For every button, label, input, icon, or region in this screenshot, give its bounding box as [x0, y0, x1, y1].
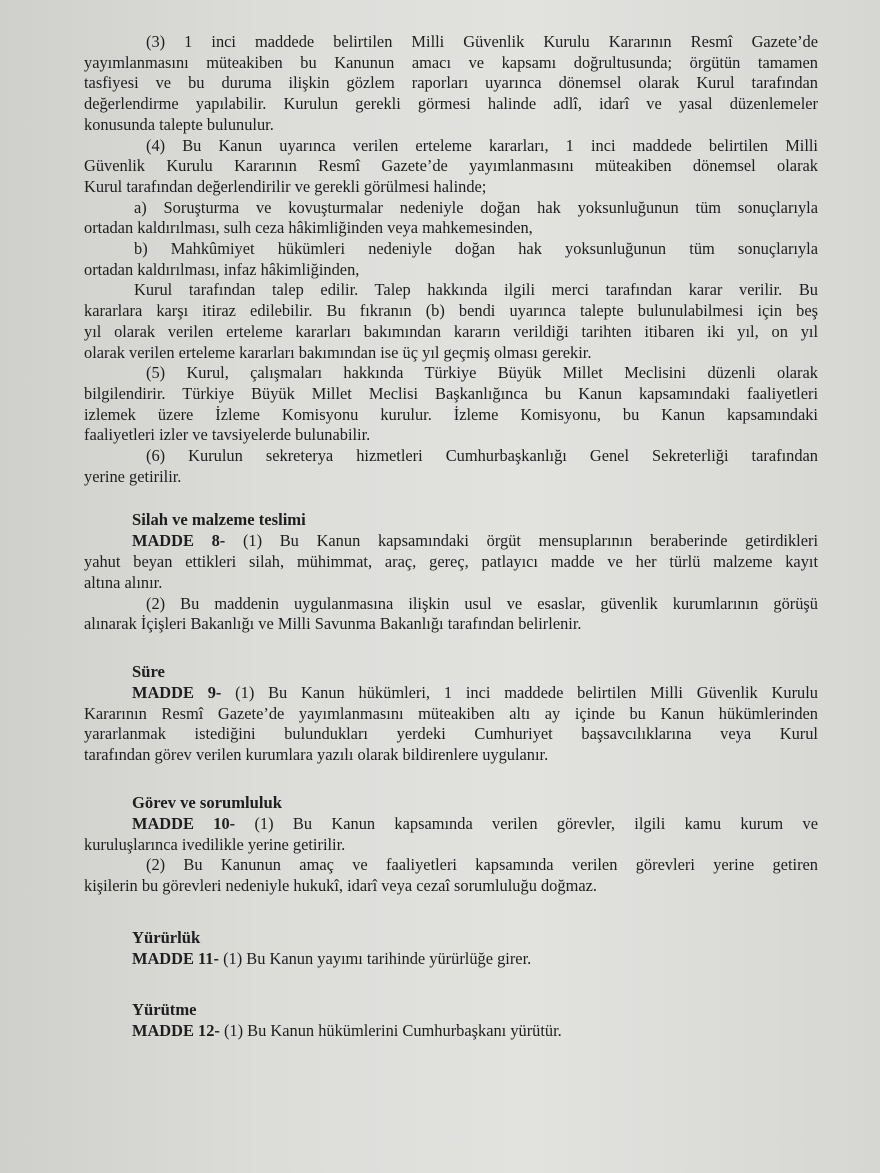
paragraph-4: [84, 136, 818, 364]
text-line: altına alınır.: [84, 572, 163, 592]
text-line: [84, 949, 818, 970]
article-text: (1) Bu Kanun hükümleri, 1 inci maddede belirtilen Milli Güvenlik Kurulu: [221, 682, 818, 702]
text-line: kararlara karşı itiraz edilebilir. Bu fıkranın (b) bendi uyarınca talepte bulunulabilmesi için beş: [84, 301, 818, 321]
article-label: MADDE 10-: [132, 813, 236, 833]
text-line: kişilerin bu görevleri nedeniyle hukukî, idarî veya cezaî sorumluluğu doğmaz.: [84, 875, 597, 895]
article-heading: Silah ve malzeme teslimi: [132, 510, 306, 530]
article-10: [84, 792, 818, 897]
article-heading: Görev ve sorumluluk: [132, 792, 282, 812]
article-text: (1) Bu Kanun yayımı tarihinde yürürlüğe girer.: [218, 948, 532, 968]
text-line: ortadan kaldırılması, sulh ceza hâkimliğinden veya mahkemesinden,: [84, 218, 533, 238]
article-heading: Süre: [132, 661, 165, 681]
text-line: değerlendirme yapılabilir. Kurulun gerekli görmesi halinde adlî, idarî ve yasal düzenlemeler: [84, 94, 818, 114]
article-text: (1) Bu Kanun kapsamında verilen görevler, ilgili kamu kurum ve: [235, 813, 818, 833]
text-line: faaliyetleri izler ve tavsiyelerde bulunabilir.: [84, 425, 371, 445]
text-line: alınarak İçişleri Bakanlığı ve Milli Savunma Bakanlığı tarafından belirlenir.: [84, 614, 582, 634]
text-line: Kurul tarafından değerlendirilir ve gerekli görülmesi halinde;: [84, 176, 487, 196]
text-line: kuruluşlarınca ivedilikle yerine getirilir.: [84, 834, 346, 854]
text-line: Güvenlik Kurulu Kararının Resmî Gazete’de yayımlanmasını müteakiben dönemsel olarak: [84, 156, 818, 176]
text-line: a) Soruşturma ve kovuşturmalar nedeniyle doğan hak yoksunluğunun tüm sonuçlarıyla: [134, 197, 818, 217]
text-line: izlemek üzere İzleme Komisyonu kurulur. İzleme Komisyonu, bu Kanun kapsamındaki: [84, 404, 818, 424]
text-line: (3) 1 inci maddede belirtilen Milli Güvenlik Kurulu Kararının Resmî Gazete’de: [146, 32, 818, 51]
text-line: yahut beyan ettikleri silah, mühimmat, araç, gereç, patlayıcı madde ve her türlü malzeme kayıt: [84, 552, 818, 572]
text-line: [84, 531, 818, 552]
text-line: yararlanmak istediğini bulundukları yerdeki Cumhuriyet başsavcılıklarına veya Kurul: [84, 724, 818, 744]
text-line: yerine getirilir.: [84, 466, 182, 486]
article-label: MADDE 12-: [132, 1021, 220, 1041]
article-label: MADDE 8-: [132, 531, 226, 551]
paragraph-6: [84, 446, 818, 487]
text-line: bilgilendirir. Türkiye Büyük Millet Meclisi Başkanlığınca bu Kanun kapsamındaki faaliyetleri: [84, 383, 818, 403]
text-line: tasfiyesi ve bu duruma ilişkin gözlem raporları uyarınca dönemsel olarak Kurul tarafından: [84, 73, 818, 93]
text-line: (4) Bu Kanun uyarınca verilen erteleme kararları, 1 inci maddede belirtilen Milli: [146, 135, 818, 155]
article-text: (1) Bu Kanun kapsamındaki örgüt mensuplarının beraberinde getirdikleri: [225, 531, 818, 551]
article-label: MADDE 9-: [132, 682, 222, 702]
text-line: konusunda talepte bulunulur.: [84, 114, 274, 134]
text-line: ortadan kaldırılması, infaz hâkimliğinden,: [84, 259, 360, 279]
article-heading: Yürütme: [132, 1000, 197, 1020]
text-line: (5) Kurul, çalışmaları hakkında Türkiye Büyük Millet Meclisini düzenli olarak: [146, 363, 818, 383]
text-line: (2) Bu Kanunun amaç ve faaliyetleri kapsamında verilen görevleri yerine getiren: [146, 855, 818, 875]
text-line: [84, 683, 818, 704]
text-line: [84, 1021, 818, 1042]
text-line: Kurul tarafından talep edilir. Talep hakkında ilgili merci tarafından karar verilir. Bu: [134, 280, 818, 300]
text-line: Kararının Resmî Gazete’de yayımlanmasını müteakiben altı ay içinde bu Kanun hükümlerinden: [84, 703, 818, 723]
paragraph-5: [84, 363, 818, 446]
text-line: tarafından görev verilen kurumlara yazılı olarak bildirenlere uygulanır.: [84, 745, 549, 765]
article-text: (1) Bu Kanun hükümlerini Cumhurbaşkanı yürütür.: [219, 1021, 562, 1041]
article-11: [84, 927, 818, 970]
text-line: yayımlanmasını müteakiben bu Kanunun amacı ve kapsamı doğrultusunda; örgütün tamamen: [84, 52, 818, 72]
article-label: MADDE 11-: [132, 948, 219, 968]
text-line: (6) Kurulun sekreterya hizmetleri Cumhurbaşkanlığı Genel Sekreterliği tarafından: [146, 446, 818, 466]
text-line: [84, 814, 818, 835]
text-line: (2) Bu maddenin uygulanmasına ilişkin usul ve esaslar, güvenlik kurumlarının görüşü: [146, 593, 818, 613]
article-12: [84, 999, 818, 1042]
paragraph-3: [84, 32, 818, 136]
text-line: olarak verilen erteleme kararları bakımından ise üç yıl geçmiş olması gerekir.: [84, 342, 592, 362]
text-line: yıl olarak verilen erteleme kararları bakımından kararın verildiği tarihten itibaren iki yıl, on yıl: [84, 321, 818, 341]
article-heading: Yürürlük: [132, 927, 201, 947]
text-line: b) Mahkûmiyet hükümleri nedeniyle doğan hak yoksunluğunun tüm sonuçlarıyla: [134, 239, 818, 259]
article-9: [84, 661, 818, 766]
article-8: [84, 509, 818, 635]
